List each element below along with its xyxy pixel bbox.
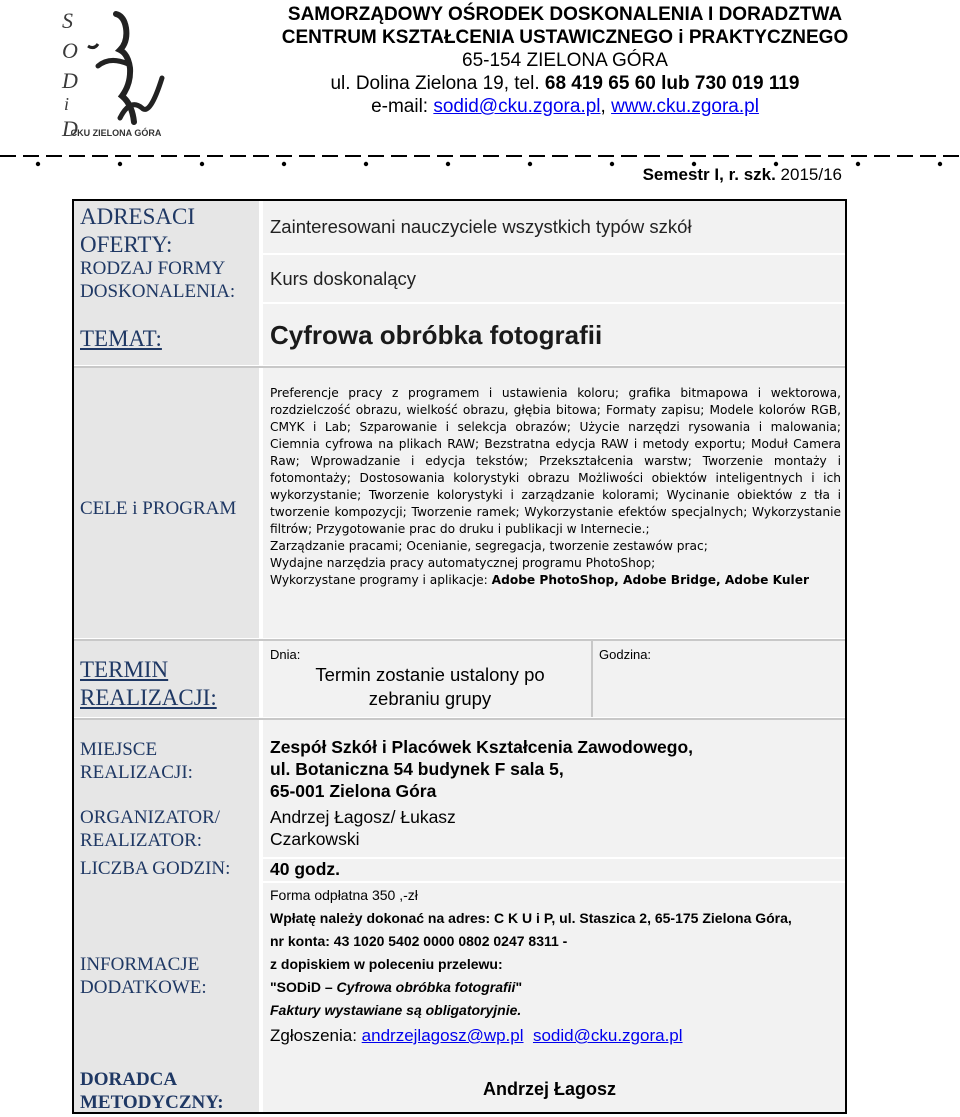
website-link[interactable]: www.cku.zgora.pl	[611, 96, 759, 117]
label-liczba: LICZBA GODZIN:	[80, 858, 231, 879]
rule-dot	[528, 162, 532, 166]
logo-caption: CKU ZIELONA GÓRA	[70, 128, 162, 138]
label-doradca: DORADCA METODYCZNY:	[80, 1069, 224, 1113]
rule-dot	[446, 162, 450, 166]
transfer-title-prefix: "SODiD –	[270, 979, 337, 995]
label-adresaci: ADRESACI OFERTY:	[80, 204, 196, 257]
rule-dot	[610, 162, 614, 166]
dnia-value: Termin zostanie ustalony po zebraniu grupy	[315, 664, 545, 709]
transfer-title-course: Cyfrowa obróbka fotografii	[336, 979, 516, 995]
value-adresaci: Zainteresowani nauczyciele wszystkich typów szkół	[270, 216, 692, 237]
info-invoices: Faktury wystawiane są obligatoryjnie.	[270, 1002, 522, 1018]
svg-text:O: O	[62, 38, 78, 63]
info-payment-address: Wpłatę należy dokonać na adres: C K U i P, ul. Staszica 2, 65-175 Zielona Góra,	[270, 910, 792, 926]
program-software	[270, 572, 841, 589]
email-link[interactable]: sodid@cku.zgora.pl	[433, 96, 601, 117]
school-year: 2015/16	[780, 165, 842, 184]
header-institution: SAMORZĄDOWY OŚRODEK DOSKONALENIA I DORADZTWA	[287, 4, 843, 25]
value-temat: Cyfrowa obróbka fotografii	[270, 320, 603, 350]
row-divider	[74, 718, 845, 720]
program-topics: Preferencje pracy z programem i ustawienia koloru; grafika bitmapowa i wektorowa, rozdzielczość obrazu, wielkość obrazu, głębia bitowa; Formaty zapisu; Modele kolorów RGB, CMYK i Lab; Szparowanie i selekcja obrazów; Użycie narzędzi rysowania i malowania; Ciemnia cyfrowa na plikach RAW; Bezstratna edycja RAW i metody exportu; Moduł Camera Raw; Wprowadzanie i edycja tekstów; Przekształcenia warstw; Tworzenie montaży i fotomontaży; Dostosowania kolorystyki obrazu Możliwości obiektów inteligentnych i ich wykorzystanie; Tworzenie kolorystyki i zarządzanie kolorami; Wycinanie obiektów z tła i tworzenie kompozycji; Tworzenie ramek; Wykorzystanie efektów specjalnych; Wykorzystanie filtrów; Przygotowanie prac do druku i publikacji w Internecie.;	[270, 386, 841, 536]
label-temat: TEMAT:	[80, 326, 162, 351]
value-organizator: Andrzej Łagosz/ Łukasz Czarkowski	[270, 807, 456, 849]
header-contact	[170, 96, 960, 118]
registration-email-2[interactable]: sodid@cku.zgora.pl	[532, 1026, 683, 1045]
value-rodzaj: Kurs doskonalący	[270, 268, 417, 289]
header-address	[170, 73, 960, 95]
godzina-label: Godzina:	[599, 647, 652, 662]
venue-line: Zespół Szkół i Placówek Kształcenia Zawodowego,	[270, 737, 694, 757]
label-miejsce: MIEJSCE REALIZACJI:	[80, 739, 193, 783]
cell-liczba	[263, 859, 845, 881]
svg-text:D: D	[62, 116, 78, 141]
svg-text:D: D	[62, 68, 78, 93]
header-city: 65-154 ZIELONA GÓRA	[462, 50, 668, 71]
rule-dot	[36, 162, 40, 166]
address-prefix: ul. Dolina Zielona 19, tel.	[330, 73, 545, 94]
info-transfer-note: z dopiskiem w poleceniu przelewu:	[270, 956, 503, 972]
email-label: e-mail:	[371, 96, 434, 117]
program-line: Zarządzanie pracami; Ocenianie, segregacja, tworzenie zestawów prac;	[270, 539, 708, 553]
rule-dot	[282, 162, 286, 166]
value-miejsce	[270, 736, 693, 802]
column-divider	[591, 641, 593, 717]
semester-label	[643, 165, 842, 185]
label-organizator: ORGANIZATOR/ REALIZATOR:	[80, 807, 221, 851]
phone-numbers: 68 419 65 60 lub 730 019 119	[544, 73, 800, 94]
header-center: CENTRUM KSZTAŁCENIA USTAWICZNEGO i PRAKTYCZNEGO	[281, 27, 849, 48]
label-rodzaj: RODZAJ FORMY DOSKONALENIA:	[80, 258, 236, 302]
rule-dot	[200, 162, 204, 166]
software-prefix: Wykorzystane programy i aplikacje:	[270, 573, 492, 587]
row-divider	[74, 366, 845, 368]
value-info	[270, 884, 810, 1047]
svg-text:i: i	[64, 94, 70, 114]
row-divider	[74, 639, 845, 641]
label-cele: CELE i PROGRAM	[80, 498, 237, 519]
venue-line: ul. Botaniczna 54 budynek F sala 5,	[270, 759, 564, 779]
contact-separator: ,	[600, 96, 612, 117]
value-program	[270, 385, 845, 589]
program-line: Wydajne narzędzia pracy automatycznej programu PhotoShop;	[270, 556, 656, 570]
rule-dot	[364, 162, 368, 166]
value-liczba: 40 godz.	[270, 859, 341, 879]
semester-text: Semestr I, r. szk.	[642, 165, 781, 184]
venue-line: 65-001 Zielona Góra	[270, 781, 437, 801]
svg-text:S: S	[62, 8, 73, 33]
label-termin: TERMIN REALIZACJI:	[80, 657, 217, 710]
label-informacje: INFORMACJE DODATKOWE:	[80, 954, 207, 998]
software-list: Adobe PhotoShop, Adobe Bridge, Adobe Kuler	[491, 573, 809, 587]
info-account: nr konta: 43 1020 5402 0000 0802 0247 8311 -	[270, 933, 568, 949]
value-doradca: Andrzej Łagosz	[483, 1079, 617, 1099]
info-payment-form: Forma odpłatna 350 ,-zł	[270, 887, 418, 903]
dnia-label: Dnia:	[270, 647, 301, 662]
registration-label: Zgłoszenia:	[270, 1026, 362, 1045]
rule-dot	[938, 162, 942, 166]
transfer-title-suffix: "	[515, 979, 523, 995]
rule-dot	[118, 162, 122, 166]
info-registration	[270, 1024, 810, 1047]
registration-email-1[interactable]: andrzejlagosz@wp.pl	[361, 1026, 524, 1045]
info-transfer-title	[270, 976, 810, 999]
rule-dot	[856, 162, 860, 166]
